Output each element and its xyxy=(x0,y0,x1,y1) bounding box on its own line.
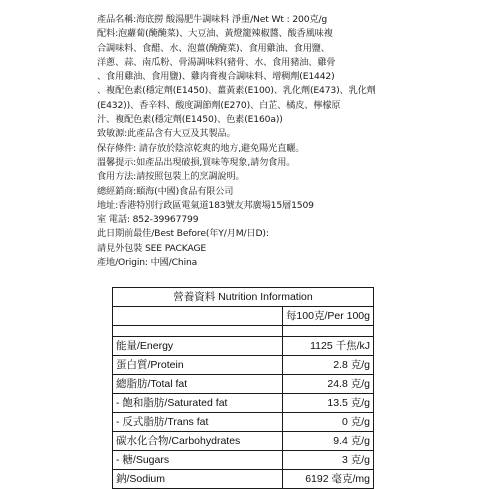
ingredients-line: 合調味料、食醋、水、泡薑(醃醃菜)、食用雞油、食用鹽、 xyxy=(97,42,330,54)
nutrient-name: - 飽和脂肪/Saturated fat xyxy=(113,394,283,413)
distributor-line: 總經銷商:頤海(中國)食品有限公司 xyxy=(97,185,234,197)
nutrient-value: 0 克/g xyxy=(282,413,373,432)
nutrient-name: 能量/Energy xyxy=(113,337,283,356)
ingredients-line: 、複配色素(穩定劑(E1450)、薑黃素(E100)、乳化劑(E473)、乳化劑 xyxy=(97,85,376,97)
table-row xyxy=(113,432,374,451)
table-row xyxy=(113,394,374,413)
see-package-line: 請見外包裝 SEE PACKAGE xyxy=(97,242,207,254)
nutrient-name: - 反式脂肪/Trans fat xyxy=(113,413,283,432)
nutrition-per-row xyxy=(113,307,374,326)
nutrient-value: 2.8 克/g xyxy=(282,356,373,375)
nutrient-name: 碳水化合物/Carbohydrates xyxy=(113,432,283,451)
phone-line: 室 電話: 852-39967799 xyxy=(97,214,199,226)
ingredients-line: 、食用雞油、食用鹽)、雞肉膏複合調味料、增稠劑(E1442) xyxy=(97,71,335,83)
table-row xyxy=(113,356,374,375)
table-row xyxy=(113,337,374,356)
nutrient-value: 6192 毫克/mg xyxy=(282,470,373,489)
nutrient-name: 蛋白質/Protein xyxy=(113,356,283,375)
nutrient-value: 3 克/g xyxy=(282,451,373,470)
nutrient-name: - 糖/Sugars xyxy=(113,451,283,470)
origin-line: 產地/Origin: 中國/China xyxy=(97,257,198,269)
product-name-line: 產品名稱:海底撈 酸湯肥牛調味料 淨重/Net Wt : 200克/g xyxy=(97,14,328,25)
ingredients-line: 洋蔥、蒜、南瓜粉、骨湯調味料(豬骨、水、食用豬油、雞骨 xyxy=(97,56,336,68)
best-before-line: 此日期前最佳/Best Before(年Y/月M/日D): xyxy=(97,228,269,240)
table-row xyxy=(113,375,374,394)
storage-line: 保存條件: 請存放於陰涼乾爽的地方,避免陽光直曬。 xyxy=(97,142,305,154)
ingredients-line: 配料:泡蘿蔔(醃醃菜)、大豆油、黃燈籠辣椒醬、酸香風味複 xyxy=(97,28,333,40)
nutrition-title-row xyxy=(113,288,374,307)
blank-cell xyxy=(113,326,283,337)
ingredients-line: 汁、複配色素(穩定劑(E1450)、色素(E160a)) xyxy=(97,114,283,126)
nutrient-value: 9.4 克/g xyxy=(282,432,373,451)
allergen-line: 致敏源:此產品含有大豆及其製品。 xyxy=(97,128,236,140)
nutrition-table xyxy=(112,287,374,489)
usage-line: 食用方法:請按照包裝上的烹調說明。 xyxy=(97,171,245,183)
nutrient-name: 總脂肪/Total fat xyxy=(113,375,283,394)
ingredients-line: (E432))、香辛料、酸度調節劑(E270)、白芷、橘皮、檸檬原 xyxy=(97,99,341,111)
per-spacer-cell xyxy=(113,307,283,326)
address-line: 地址:香港特別行政區電氣道183號友邦廣場15層1509 xyxy=(97,199,314,211)
table-row xyxy=(113,413,374,432)
nutrition-blank-row xyxy=(113,326,374,337)
per-serving-label: 每100克/Per 100g xyxy=(282,307,373,326)
nutrient-value: 1125 千焦/kJ xyxy=(282,337,373,356)
table-row xyxy=(113,451,374,470)
nutrient-value: 13.5 克/g xyxy=(282,394,373,413)
nutrient-name: 鈉/Sodium xyxy=(113,470,283,489)
warning-line: 溫馨提示:如產品出現破損,買味等現象,請勿食用。 xyxy=(97,156,296,168)
nutrient-value: 24.8 克/g xyxy=(282,375,373,394)
blank-cell xyxy=(282,326,373,337)
product-info-text xyxy=(97,13,379,270)
nutrition-title: 營養資料 Nutrition Information xyxy=(113,288,374,307)
table-row xyxy=(113,470,374,489)
